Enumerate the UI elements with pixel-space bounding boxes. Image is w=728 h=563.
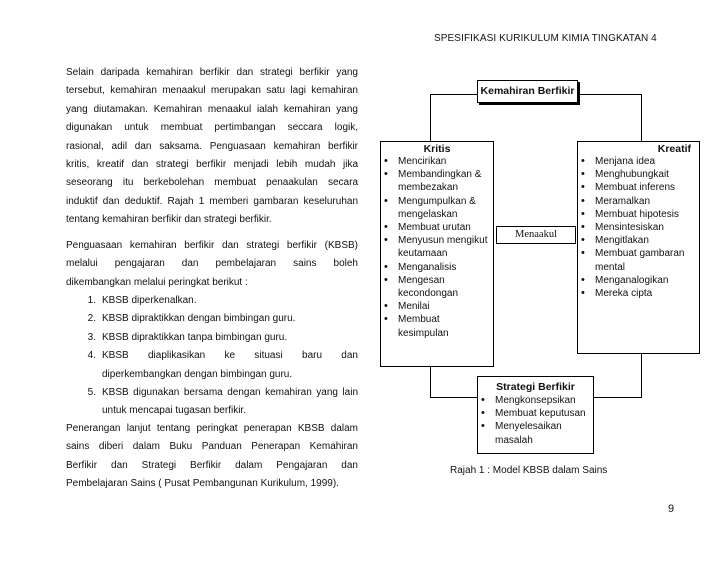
bullet-item: • Mengesan kecondongan [381,274,493,300]
text-line: melalui pengajaran dan pembelajaran sains boleh [66,258,358,270]
list-text: KBSB diaplikasikan ke situasi baru dan [102,350,358,362]
kreatif-title: Kreatif [657,143,691,155]
connector-line [430,397,477,398]
text-line: tentang kemahiran berfikir dan strategi berfikir. [66,214,272,226]
bullet-item: • Mengitlakan [578,234,699,247]
connector-line [641,352,642,398]
list-number: 1. [87,295,96,306]
bullet-item: • Membuat keputusan [478,407,593,420]
bullet-item: • Menyelesaikan masalah [478,420,593,446]
kemahiran-berfikir-box: Kemahiran Berfikir [477,80,578,103]
connector-line [641,94,642,141]
text-line: dikembangkan melalui peringkat berikut : [66,276,248,288]
bullet-item: • Membuat gambaran mental [578,247,699,273]
page-number: 9 [668,503,675,515]
text-line: induktif dan deduktif. Rajah 1 memberi gambaran keseluruhan [66,195,358,207]
figure-caption: Rajah 1 : Model KBSB dalam Sains [450,465,608,476]
strategi-list [478,394,593,447]
connector-line [592,397,642,398]
text-line: yang diutamakan. Kemahiran menaakul ialah kemahiran yang [66,103,358,115]
text-line: seseorang itu berkebolehan membuat penaakulan secara [66,177,358,189]
bullet-item: • Menganalogikan [578,274,699,287]
bullet-item: • Mengumpulkan & mengelaskan [381,195,493,221]
text-line: Pembelajaran Sains ( Pusat Pembangunan Kurikulum, 1999). [66,478,339,490]
list-number: 3. [87,331,96,343]
connector-line [430,94,477,95]
text-line: sains diberi dalam Buku Panduan Penerapan Kemahiran [66,441,358,453]
list-item [66,329,358,347]
text-line: Berfikir dan Strategi Berfikir dalam Pengajaran dan [66,459,358,471]
bullet-item: • Mencirikan [381,155,493,168]
text-line: Penguasaan kemahiran berfikir dan strategi berfikir (KBSB) [66,240,358,251]
bullet-item: • Membuat hipotesis [578,208,699,221]
bullet-item: • Mereka cipta [578,287,699,300]
bullet-item: • Membandingkan & membezakan [381,168,493,194]
kritis-title: Kritis [423,143,451,155]
paragraph-reasoning [66,64,358,230]
text-line: Selain daripada kemahiran berfikir dan strategi berfikir yang [66,67,358,78]
list-item [66,384,358,421]
running-header: SPESIFIKASI KURIKULUM KIMIA TINGKATAN 4 [434,33,657,44]
strategi-berfikir-box [477,376,594,454]
list-item [66,310,358,328]
bullet-item: • Membuat urutan [381,221,493,234]
bullet-item: • Mensintesiskan [578,221,699,234]
bullet-item: • Meramalkan [578,195,699,208]
bullet-item: • Menyusun mengikut keutamaan [381,234,493,260]
text-line: rasional, adil dan saksama. Penguasaan kemahiran berfikir [66,140,358,152]
menaakul-box: Menaakul [496,226,576,244]
list-text: diperkembangkan dengan bimbingan guru. [102,368,293,380]
kreatif-list [578,155,699,300]
bullet-item: • Mengkonsepsikan [478,394,593,407]
connector-line [430,94,431,141]
bullet-item: • Menjana idea [578,155,699,168]
text-line: tersebut, kemahiran menaakul merupakan satu lagi kemahiran [66,85,358,97]
connector-line [430,365,431,398]
list-number: 2. [87,313,96,325]
bullet-item: • Membuat kesimpulan [381,313,493,339]
bullet-item: • Menilai [381,300,493,313]
paragraph-reference [66,420,358,494]
connector-line [576,94,642,95]
list-text: KBSB dipraktikkan dengan bimbingan guru. [102,313,296,325]
text-line: digunakan untuk membuat pertimbangan seccara logik, [66,122,358,134]
kbsb-stages-list [66,292,358,421]
bullet-item: • Menghubungkait [578,168,699,181]
list-text: untuk mencapai tugasan berfikir. [102,405,246,417]
list-text: KBSB dipraktikkan tanpa bimbingan guru. [102,331,288,343]
list-text: KBSB digunakan bersama dengan kemahiran yang lain [102,387,358,399]
list-item [66,292,358,310]
kritis-box [380,141,494,367]
bullet-item: • Membuat inferens [578,181,699,194]
bullet-item: • Menganalisis [381,261,493,274]
strategi-title: Strategi Berfikir [496,381,575,393]
list-number: 5. [87,387,96,399]
text-line: kritis, kreatif dan strategi berfikir menjadi lebih mudah jika [66,159,358,171]
list-number: 4. [87,350,96,362]
text-line: Penerangan lanjut tentang peringkat penerapan KBSB dalam [66,423,358,434]
paragraph-kbsb-mastery [66,237,358,292]
kreatif-box [577,141,700,354]
kritis-list [381,155,493,340]
list-item [66,347,358,384]
list-text: KBSB diperkenalkan. [102,295,197,306]
